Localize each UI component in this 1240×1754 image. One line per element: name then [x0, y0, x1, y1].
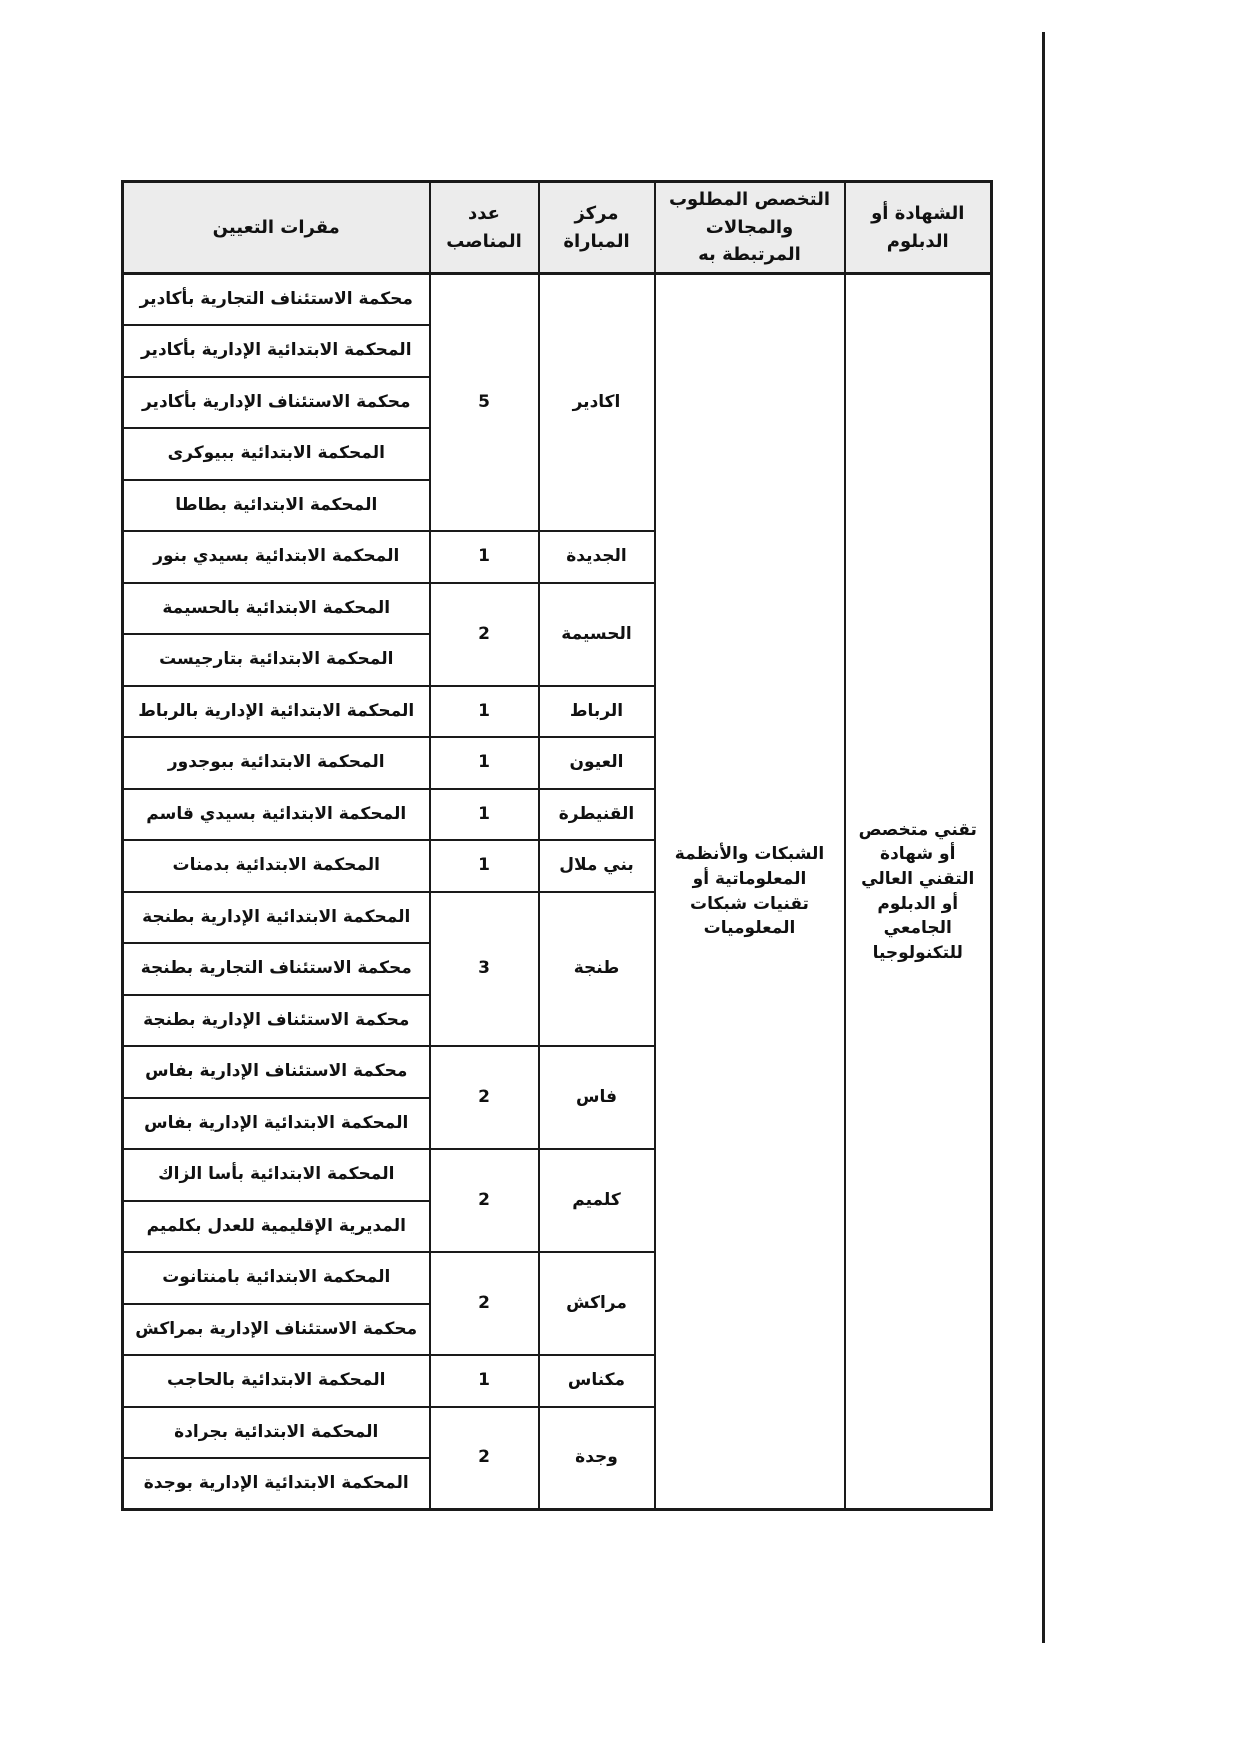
location-cell: المحكمة الابتدائية بالحاجب — [123, 1355, 430, 1407]
location-cell: محكمة الاستئناف التجارية بطنجة — [123, 943, 430, 995]
positions-count-cell: 1 — [430, 840, 539, 892]
location-cell: المديرية الإقليمية للعدل بكلميم — [123, 1201, 430, 1253]
positions-count-cell: 1 — [430, 737, 539, 789]
location-cell: المحكمة الابتدائية ببيوكرى — [123, 428, 430, 480]
location-cell: المحكمة الابتدائية الإدارية بوجدة — [123, 1458, 430, 1510]
positions-count-cell: 1 — [430, 1355, 539, 1407]
certificate-cell: تقني متخصص أو شهادة التقني العالي أو الدبلوم الجامعي للتكنولوجيا — [845, 274, 992, 1510]
exam-center-cell: اكادير — [539, 274, 655, 532]
positions-count-cell: 2 — [430, 1407, 539, 1510]
location-cell: المحكمة الابتدائية بتارجيست — [123, 634, 430, 686]
location-cell: المحكمة الابتدائية الإدارية بطنجة — [123, 892, 430, 944]
exam-center-cell: كلميم — [539, 1149, 655, 1252]
column-header-exam-center: مركز المباراة — [539, 182, 655, 274]
location-cell: المحكمة الابتدائية بأسا الزاك — [123, 1149, 430, 1201]
positions-count-cell: 2 — [430, 1252, 539, 1355]
exam-center-cell: طنجة — [539, 892, 655, 1047]
location-cell: المحكمة الابتدائية الإدارية بالرباط — [123, 686, 430, 738]
positions-count-cell: 5 — [430, 274, 539, 532]
column-header-locations: مقرات التعيين — [123, 182, 430, 274]
location-cell: المحكمة الابتدائية بجرادة — [123, 1407, 430, 1459]
location-cell: محكمة الاستئناف الإدارية بفاس — [123, 1046, 430, 1098]
location-cell: المحكمة الابتدائية الإدارية بفاس — [123, 1098, 430, 1150]
location-cell: المحكمة الابتدائية بطاطا — [123, 480, 430, 532]
exam-center-cell: العيون — [539, 737, 655, 789]
exam-center-cell: وجدة — [539, 1407, 655, 1510]
exam-center-cell: فاس — [539, 1046, 655, 1149]
location-cell: محكمة الاستئناف الإدارية بطنجة — [123, 995, 430, 1047]
location-cell: المحكمة الابتدائية بسيدي قاسم — [123, 789, 430, 841]
positions-count-cell: 1 — [430, 789, 539, 841]
recruitment-table — [121, 180, 993, 1511]
specialization-cell: الشبكات والأنظمة المعلوماتية أو تقنيات شبكات المعلوميات — [655, 274, 845, 1510]
location-cell: محكمة الاستئناف الإدارية بمراكش — [123, 1304, 430, 1356]
positions-count-cell: 2 — [430, 1149, 539, 1252]
location-cell: المحكمة الابتدائية ببوجدور — [123, 737, 430, 789]
location-cell: محكمة الاستئناف التجارية بأكادير — [123, 274, 430, 326]
positions-count-cell: 2 — [430, 583, 539, 686]
location-cell: المحكمة الابتدائية بدمنات — [123, 840, 430, 892]
location-cell: المحكمة الابتدائية بسيدي بنور — [123, 531, 430, 583]
location-cell: المحكمة الابتدائية بالحسيمة — [123, 583, 430, 635]
positions-count-cell: 2 — [430, 1046, 539, 1149]
exam-center-cell: مراكش — [539, 1252, 655, 1355]
exam-center-cell: الحسيمة — [539, 583, 655, 686]
location-cell: المحكمة الابتدائية الإدارية بأكادير — [123, 325, 430, 377]
exam-center-cell: الجديدة — [539, 531, 655, 583]
location-cell: محكمة الاستئناف الإدارية بأكادير — [123, 377, 430, 429]
positions-count-cell: 1 — [430, 531, 539, 583]
exam-center-cell: بني ملال — [539, 840, 655, 892]
header-row — [123, 182, 992, 274]
column-header-certificate: الشهادة أو الدبلوم — [845, 182, 992, 274]
page-edge-scan-line — [1042, 32, 1045, 1643]
exam-center-cell: الرباط — [539, 686, 655, 738]
column-header-specialization: التخصص المطلوب والمجالات المرتبطة به — [655, 182, 845, 274]
table-row — [123, 274, 992, 326]
positions-count-cell: 3 — [430, 892, 539, 1047]
exam-center-cell: مكناس — [539, 1355, 655, 1407]
positions-count-cell: 1 — [430, 686, 539, 738]
location-cell: المحكمة الابتدائية بامنتانوت — [123, 1252, 430, 1304]
exam-center-cell: القنيطرة — [539, 789, 655, 841]
column-header-positions-count: عدد المناصب — [430, 182, 539, 274]
